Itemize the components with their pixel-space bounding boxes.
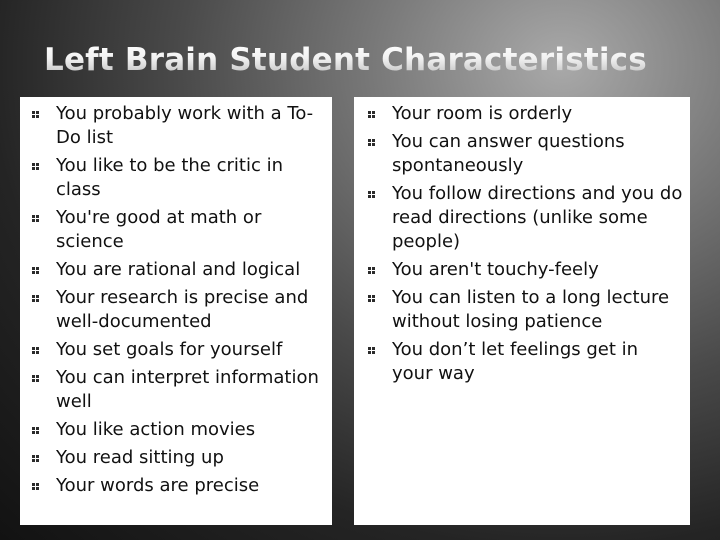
bullet-item — [32, 154, 326, 202]
bullet-text: You're good at math or science — [56, 207, 262, 252]
bullet-text: You set goals for yourself — [56, 339, 283, 360]
bullet-text: Your words are precise — [56, 475, 260, 496]
four-dot-bullet-icon — [32, 483, 39, 490]
bullet-item — [32, 446, 326, 470]
four-dot-bullet-icon — [368, 267, 375, 274]
bullet-text: You like to be the critic in class — [56, 155, 283, 200]
left-column-panel — [20, 97, 332, 525]
bullet-text: You like action movies — [56, 419, 256, 440]
bullet-item — [32, 338, 326, 362]
four-dot-bullet-icon — [368, 191, 375, 198]
bullet-text: You don’t let feelings get in your way — [392, 339, 639, 384]
bullet-item — [368, 182, 684, 254]
bullet-text: You probably work with a To-Do list — [56, 103, 314, 148]
slide-title: Left Brain Student Characteristics — [44, 42, 647, 78]
four-dot-bullet-icon — [32, 295, 39, 302]
four-dot-bullet-icon — [32, 375, 39, 382]
bullet-item — [32, 286, 326, 334]
four-dot-bullet-icon — [32, 163, 39, 170]
bullet-item — [368, 258, 684, 282]
bullet-item — [368, 286, 684, 334]
four-dot-bullet-icon — [368, 295, 375, 302]
bullet-text: You follow directions and you do read directions (unlike some people) — [392, 183, 683, 252]
bullet-item — [32, 206, 326, 254]
bullet-text: You can interpret information well — [56, 367, 319, 412]
bullet-item — [368, 130, 684, 178]
four-dot-bullet-icon — [32, 267, 39, 274]
right-column-panel — [354, 97, 690, 525]
bullet-text: You can listen to a long lecture without losing patience — [392, 287, 670, 332]
four-dot-bullet-icon — [32, 215, 39, 222]
bullet-text: You aren't touchy-feely — [392, 259, 599, 280]
bullet-item — [32, 474, 326, 498]
four-dot-bullet-icon — [32, 427, 39, 434]
bullet-item — [368, 102, 684, 126]
four-dot-bullet-icon — [368, 111, 375, 118]
left-bullet-list — [32, 102, 326, 502]
right-bullet-list — [368, 102, 684, 390]
four-dot-bullet-icon — [32, 455, 39, 462]
four-dot-bullet-icon — [32, 347, 39, 354]
four-dot-bullet-icon — [32, 111, 39, 118]
bullet-text: You are rational and logical — [56, 259, 301, 280]
bullet-text: Your room is orderly — [392, 103, 573, 124]
bullet-item — [32, 258, 326, 282]
bullet-text: You read sitting up — [56, 447, 224, 468]
bullet-item — [32, 366, 326, 414]
bullet-text: You can answer questions spontaneously — [392, 131, 625, 176]
four-dot-bullet-icon — [368, 347, 375, 354]
bullet-text: Your research is precise and well-documented — [56, 287, 309, 332]
four-dot-bullet-icon — [368, 139, 375, 146]
bullet-item — [32, 102, 326, 150]
bullet-item — [32, 418, 326, 442]
bullet-item — [368, 338, 684, 386]
